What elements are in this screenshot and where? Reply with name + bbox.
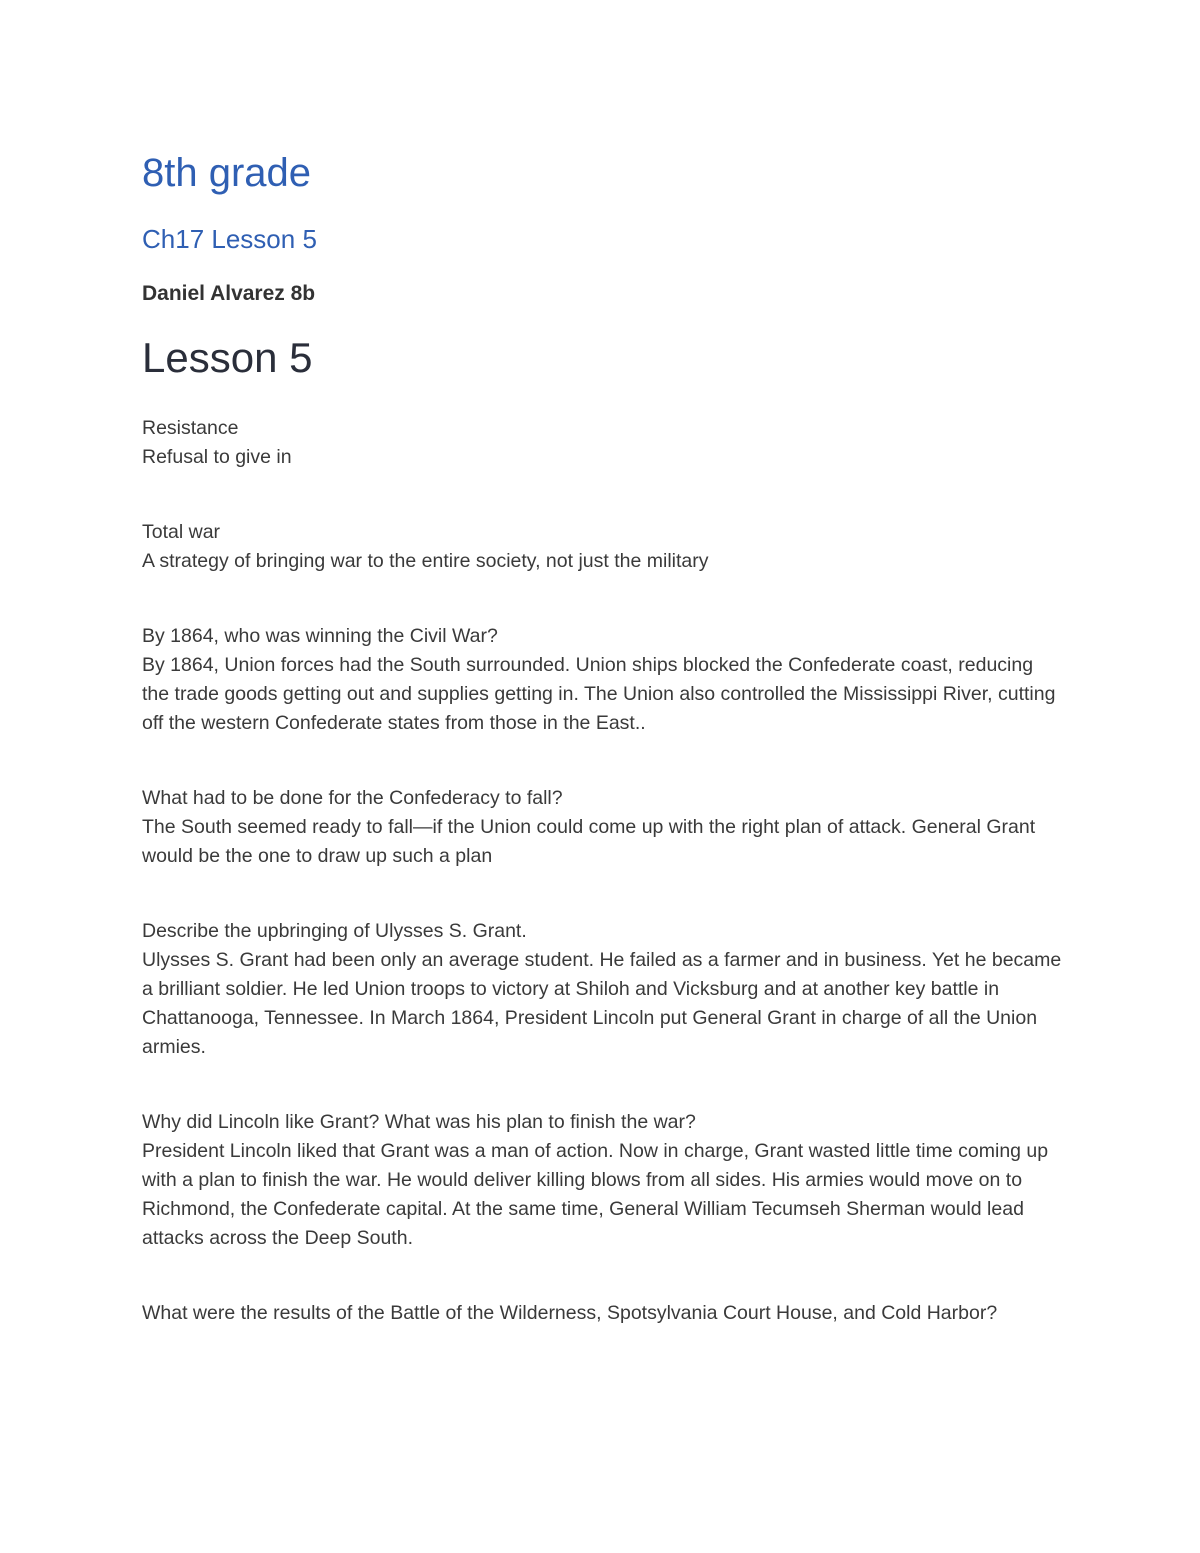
qa-entry-lincoln-grant [142, 1108, 1062, 1253]
vocab-entry-resistance [142, 414, 1062, 472]
qa-entry-battle-results [142, 1299, 1062, 1328]
lesson-heading: Lesson 5 [142, 334, 313, 381]
vocab-entry-total-war [142, 518, 1062, 576]
question-text: By 1864, who was winning the Civil War? [142, 625, 498, 647]
answer-text: By 1864, Union forces had the South surrounded. Union ships blocked the Confederate coast, reducing the trade goods getting out and supplies getting in. The Union also controlled the Mississippi River, cutting off the western Confederate states from those in the East.. [142, 654, 1056, 734]
qa-entry-confederacy-fall [142, 784, 1062, 871]
question-text: What had to be done for the Confederacy to fall? [142, 787, 563, 809]
vocab-definition: Refusal to give in [142, 446, 292, 468]
author-line: Daniel Alvarez 8b [142, 282, 316, 305]
answer-text: President Lincoln liked that Grant was a man of action. Now in charge, Grant wasted little time coming up with a plan to finish the war. He would deliver killing blows from all sides. His armies would move on to Richmond, the Confederate capital. At the same time, General William Tecumseh Sherman would lead attacks across the Deep South. [142, 1140, 1049, 1249]
vocab-term: Resistance [142, 417, 239, 439]
question-text: Why did Lincoln like Grant? What was his plan to finish the war? [142, 1111, 696, 1133]
answer-text: The South seemed ready to fall—if the Union could come up with the right plan of attack. General Grant would be the one to draw up such a plan [142, 816, 1036, 867]
question-text: What were the results of the Battle of the Wilderness, Spotsylvania Court House, and Cold Harbor? [142, 1302, 998, 1324]
document-title: 8th grade [142, 151, 312, 195]
qa-entry-winning-war [142, 622, 1062, 738]
vocab-definition: A strategy of bringing war to the entire society, not just the military [142, 550, 709, 572]
answer-text: Ulysses S. Grant had been only an average student. He failed as a farmer and in business. Yet he became a brilliant soldier. He led Union troops to victory at Shiloh and Vicksburg and at another key battle in Chattanooga, Tennessee. In March 1864, President Lincoln put General Grant in charge of all the Union armies. [142, 949, 1062, 1058]
vocab-term: Total war [142, 521, 221, 543]
question-text: Describe the upbringing of Ulysses S. Grant. [142, 920, 527, 942]
document-subtitle: Ch17 Lesson 5 [142, 224, 317, 254]
qa-entry-grant-upbringing [142, 917, 1062, 1062]
document-body [142, 414, 1062, 1374]
